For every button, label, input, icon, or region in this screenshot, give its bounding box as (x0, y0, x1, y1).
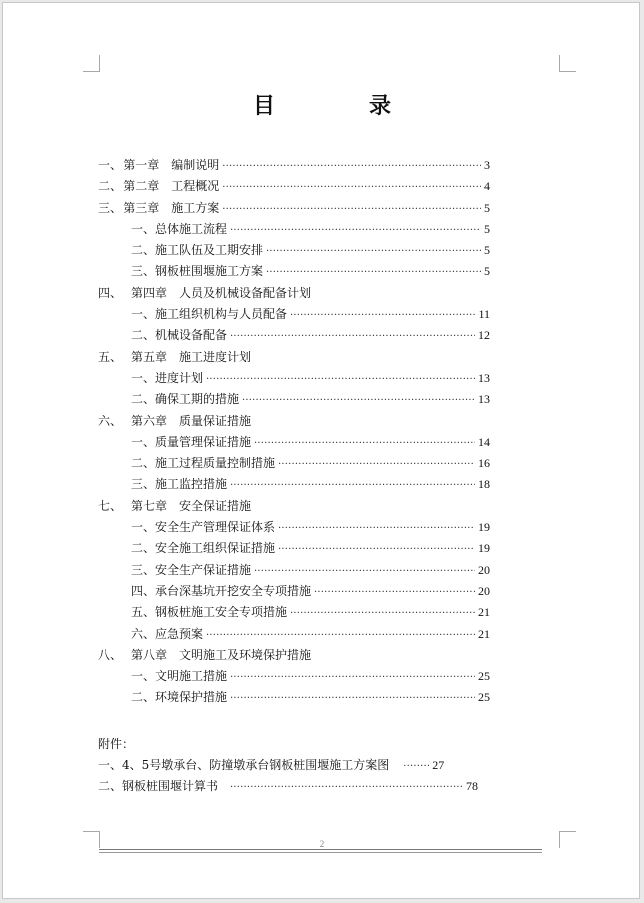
leader-dots (230, 688, 475, 709)
toc-entry-page: 13 (478, 392, 490, 407)
leader-dots (254, 561, 475, 582)
toc-entry-page: 14 (478, 434, 490, 449)
toc-entry-page: 19 (478, 541, 490, 556)
toc-entry-page: 19 (478, 520, 490, 535)
toc-subentry[interactable] (98, 219, 490, 240)
toc-entry-text: 四、承台深基坑开挖安全专项措施 (131, 583, 312, 598)
toc-entry-text: 二、确保工期的措施 (131, 392, 240, 407)
document-page (2, 2, 640, 899)
toc-entry-page: 21 (478, 605, 490, 620)
toc-subentry[interactable] (98, 581, 490, 602)
toc-subentry[interactable] (98, 432, 490, 453)
leader-dots (266, 262, 481, 283)
toc-entry-page: 16 (478, 456, 490, 471)
toc-subentry[interactable] (98, 560, 490, 581)
page-number: 2 (319, 839, 325, 849)
leader-dots (254, 433, 475, 454)
toc-subentry[interactable] (98, 687, 490, 708)
toc-chapter-entry[interactable] (98, 411, 490, 432)
leader-dots (230, 326, 475, 347)
toc-entry-page: 11 (478, 307, 490, 322)
appendix-item-page: 27 (432, 758, 445, 772)
toc-entry-text: 三、钢板桩围堰施工方案 (131, 264, 264, 279)
toc-subentry[interactable] (98, 368, 490, 389)
toc-entry-number: 四、 (98, 285, 123, 300)
toc-entry-page: 25 (478, 669, 490, 684)
toc-entry-text: 第八章 文明施工及环境保护措施 (131, 647, 312, 662)
toc-entry-page: 12 (478, 328, 490, 343)
leader-dots (266, 241, 481, 262)
toc-entry-number: 八、 (98, 647, 123, 662)
toc-entry-text: 第七章 安全保证措施 (131, 498, 252, 513)
toc-entry-text: 第五章 施工进度计划 (131, 349, 252, 364)
toc-chapter-entry[interactable] (98, 283, 490, 304)
toc-subentry[interactable] (98, 538, 490, 559)
toc-entry-text: 二、机械设备配备 (131, 328, 228, 343)
leader-dots (314, 582, 475, 603)
appendix-item[interactable] (98, 755, 478, 776)
leader-dots (290, 305, 475, 326)
leader-dots (403, 756, 429, 777)
toc-entry-page: 5 (484, 264, 490, 279)
appendix-section (98, 733, 478, 798)
leader-dots (222, 156, 481, 177)
toc-chapter-entry[interactable] (98, 347, 490, 368)
toc-entry-text: 一、进度计划 (131, 370, 204, 385)
leader-dots (278, 454, 475, 475)
leader-dots (278, 539, 475, 560)
toc-subentry[interactable] (98, 517, 490, 538)
toc-subentry[interactable] (98, 474, 490, 495)
toc-entry-page: 21 (478, 626, 490, 641)
toc-entry-text: 一、总体施工流程 (131, 221, 228, 236)
appendix-item-text: 二、钢板桩围堰计算书 (98, 779, 219, 794)
toc-entry-number: 二、 (98, 179, 123, 194)
toc-entry-text: 第四章 人员及机械设备配备计划 (131, 285, 312, 300)
leader-dots (206, 369, 475, 390)
appendix-label: 附件： (98, 737, 135, 751)
leader-dots (222, 199, 481, 220)
leader-dots (230, 475, 475, 496)
leader-dots (222, 177, 481, 198)
toc-subentry[interactable] (98, 624, 490, 645)
footer-rule-secondary (99, 852, 542, 853)
toc-entry-page: 3 (484, 158, 490, 172)
toc-chapter-entry[interactable] (98, 496, 490, 517)
toc-chapter-entry[interactable] (98, 155, 490, 176)
toc-entry-page: 5 (484, 243, 490, 258)
toc-entry-text: 第六章 质量保证措施 (131, 413, 252, 428)
toc-entry-text: 第一章 编制说明 (123, 158, 220, 172)
crop-mark-top-right (559, 55, 576, 72)
toc-entry-text: 一、文明施工措施 (131, 669, 228, 684)
toc-entry-page: 5 (484, 200, 490, 215)
toc-entry-text: 一、施工组织机构与人员配备 (131, 307, 288, 322)
leader-dots (206, 625, 475, 646)
leader-dots (242, 390, 475, 411)
toc-entry-text: 二、施工队伍及工期安排 (131, 243, 264, 258)
toc-chapter-entry[interactable] (98, 645, 490, 666)
appendix-item-text: 一、4、5号墩承台、防撞墩承台钢板桩围堰施工方案图 (98, 758, 390, 772)
toc-entry-number: 一、 (98, 158, 123, 172)
toc-entry-page: 18 (478, 477, 490, 492)
toc-subentry[interactable] (98, 666, 490, 687)
toc-entry-text: 二、施工过程质量控制措施 (131, 456, 276, 471)
appendix-item[interactable] (98, 776, 478, 797)
toc-entry-text: 三、安全生产保证措施 (131, 562, 252, 577)
toc-subentry[interactable] (98, 261, 490, 282)
crop-mark-top-left (83, 55, 100, 72)
toc-entry-number: 七、 (98, 498, 123, 513)
toc-entry-text: 五、钢板桩施工安全专项措施 (131, 605, 288, 620)
toc-entry-text: 第三章 施工方案 (123, 200, 220, 215)
toc-entry-text: 二、安全施工组织保证措施 (131, 541, 276, 556)
leader-dots (230, 667, 475, 688)
leader-dots (230, 220, 481, 241)
page-title: 目 录 (252, 93, 427, 119)
toc-subentry[interactable] (98, 240, 490, 261)
toc-entry-number: 三、 (98, 200, 123, 215)
toc-chapter-entry[interactable] (98, 176, 490, 197)
toc-entry-text: 二、环境保护措施 (131, 690, 228, 705)
toc-subentry[interactable] (98, 389, 490, 410)
table-of-contents (98, 155, 490, 709)
toc-entry-page: 4 (484, 179, 490, 194)
toc-entry-text: 一、质量管理保证措施 (131, 434, 252, 449)
toc-entry-page: 20 (478, 583, 490, 598)
toc-entry-page: 5 (484, 221, 490, 236)
toc-entry-number: 五、 (98, 349, 123, 364)
toc-subentry[interactable] (98, 304, 490, 325)
toc-entry-text: 一、安全生产管理保证体系 (131, 520, 276, 535)
toc-subentry[interactable] (98, 453, 490, 474)
toc-entry-text: 三、施工监控措施 (131, 477, 228, 492)
leader-dots (290, 603, 475, 624)
toc-entry-text: 第二章 工程概况 (123, 179, 220, 194)
toc-entry-page: 13 (478, 370, 490, 385)
footer-rule (99, 849, 542, 850)
leader-dots (278, 518, 475, 539)
toc-entry-number: 六、 (98, 413, 123, 428)
toc-chapter-entry[interactable] (98, 198, 490, 219)
toc-entry-page: 25 (478, 690, 490, 705)
toc-entry-page: 20 (478, 562, 490, 577)
leader-dots (230, 777, 463, 798)
toc-subentry[interactable] (98, 602, 490, 623)
appendix-item-page: 78 (466, 779, 478, 794)
toc-subentry[interactable] (98, 325, 490, 346)
toc-entry-text: 六、应急预案 (131, 626, 204, 641)
